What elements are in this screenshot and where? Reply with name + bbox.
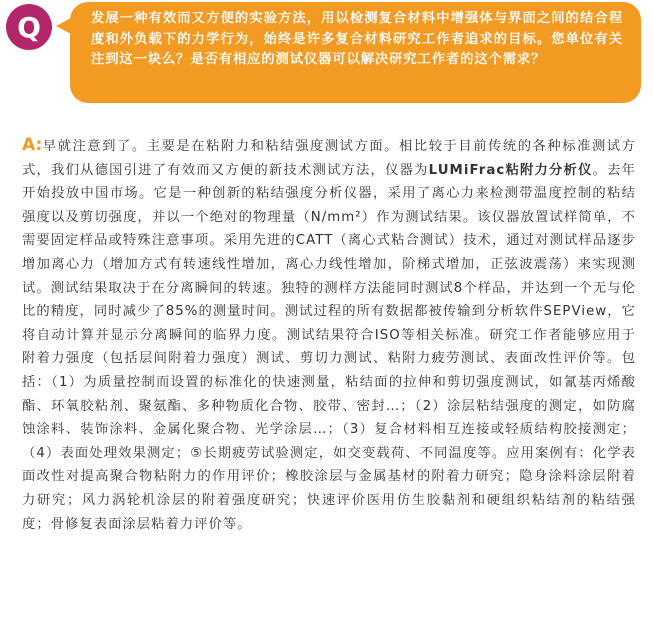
answer-text-part1: 早就注意到了。主要是在粘附力和粘结强度测试方面。相比较于目前传统的各种标准测试方式，我们从德国引进了有效而又方便的新技术测试方法，仪器为 (22, 139, 636, 178)
answer-label: A: (22, 135, 43, 155)
question-bubble (70, 2, 641, 103)
answer-paragraph (22, 134, 636, 536)
instrument-name: LUMiFrac粘附力分析仪 (428, 162, 593, 178)
question-badge (6, 4, 52, 50)
answer-text-part2: 。去年开始投放中国市场。它是一种创新的粘结强度分析仪器，采用了离心力来检测带温度控制的粘结强度以及剪切强度，并以一个绝对的物理量（N/mm²）作为测试结果。该仪器放置试样简单，不需要固定样品或特殊注意事项。采用先进的CATT（离心式粘合测试）技术，通过对测试样品逐步增加离心力（增加方式有转速线性增加，离心力线性增加，阶梯式增加，正弦波震荡）来实现测试。测试结果取决于在分离瞬间的转速。独特的测样方法能同时测试8个样品，并达到一个无与伦比的精度，同时减少了85%的测量时间。测试过程的所有数据都被传输到分析软件SEPView，它将自动计算并显示分离瞬间的临界力度。测试结果符合ISO等相关标准。研究工作者能够应用于附着力强度（包括层间附着力强度）测试、剪切力测试、粘附力疲劳测试、表面改性评价等。包括：（1）为质量控制而设置的标准化的快速测量，粘结面的拉伸和剪切强度测试，如氰基丙烯酸酯、环氧胶粘剂、聚氨酯、多种物质化合物、胶带、密封…；（2）涂层粘结强度的测定，如防腐蚀涂料、装饰涂料、金属化聚合物、光学涂层…；（3）复合材料相互连接或轻质结构胶接测定；（4）表面处理效果测定；⑤长期疲劳试验测定，如交变载荷、不同温度等。应用案例有：化学表面改性对提高聚合物粘附力的作用评价；橡胶涂层与金属基材的附着力研究；隐身涂料涂层附着力研究；风力涡轮机涂层的附着强度研究；快速评价医用仿生胶黏剂和硬组织粘结剂的粘结强度；骨修复表面涂层粘着力评价等。 (22, 162, 637, 532)
question-text: 发展一种有效而又方便的实验方法，用以检测复合材料中增强体与界面之间的结合程度和外负载下的力学行为，始终是许多复合材料研究工作者追求的目标。您单位有关注到这一块么？是否有相应的测试仪器可以解决研究工作者的这个需求？ (91, 11, 623, 67)
question-badge-letter: Q (17, 10, 41, 44)
